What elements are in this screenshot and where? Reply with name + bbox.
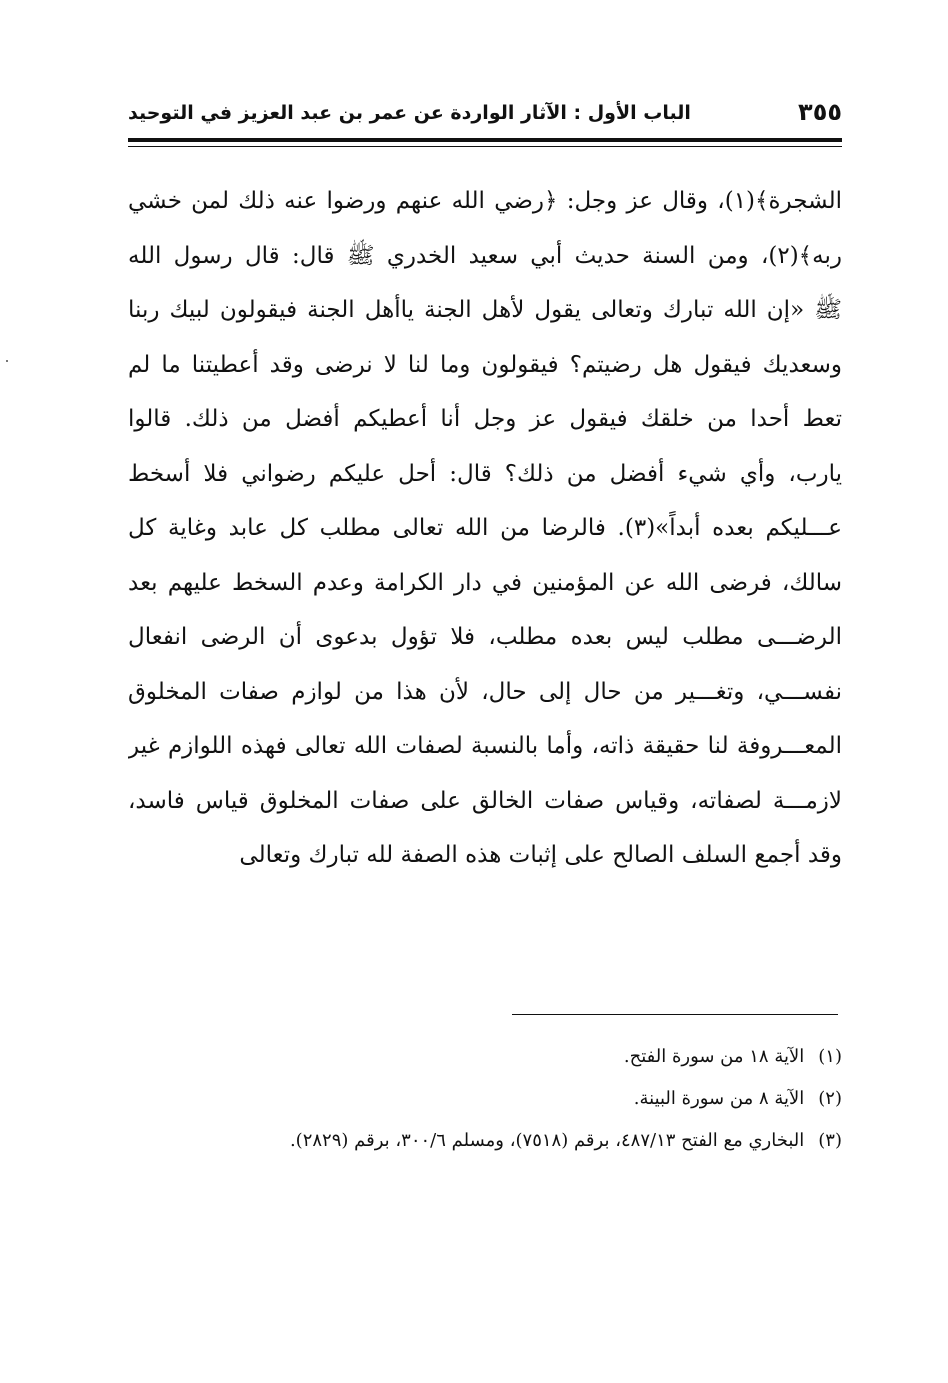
page-number: ٣٥٥ — [798, 98, 842, 126]
body-line: الشجرة﴾(١)، وقال عز وجل: ﴿رضي الله عنهم ورضوا عنه ذلك لمن خشي — [128, 188, 842, 214]
header-rule-thick — [128, 138, 842, 142]
body-line: ﷺ «إن الله تبارك وتعالى يقول لأهل الجنة ياأهل الجنة فيقولون لبيك ربنا — [128, 297, 842, 323]
body-line: ربه﴾(٢)، ومن السنة حديث أبي سعيد الخدري ﷺ قال: قال رسول الله — [128, 242, 842, 269]
footnote — [128, 1120, 842, 1162]
body-line: وسعديك فيقول هل رضيتم؟ فيقولون وما لنا لا نرضى وقد أعطيتنا ما لم — [128, 351, 842, 378]
footnote — [128, 1036, 842, 1078]
footnote-separator — [512, 1014, 838, 1015]
footnote-number: (٣) — [818, 1130, 842, 1151]
body-line: لازمـــة لصفاته، وقياس صفات الخالق على صفات المخلوق قياس فاسد، — [128, 787, 842, 814]
scan-speck — [6, 360, 8, 362]
body-line: عـــليكم بعده أبداً»(٣). فالرضا من الله تعالى مطلب كل عابد وغاية كل — [128, 515, 842, 541]
body-line: الرضـــى مطلب ليس بعده مطلب، فلا تؤول بدعوى أن الرضى انفعال — [128, 624, 842, 650]
footnote-number: (١) — [818, 1046, 842, 1067]
footnote-text: الآية ٨ من سورة البينة. — [633, 1088, 805, 1109]
body-line: وقد أجمع السلف الصالح على إثبات هذه الصفة لله تبارك وتعالى — [239, 842, 842, 868]
body-line: نفســـي، وتغـــير من حال إلى حال، لأن هذا من لوازم صفات المخلوق — [128, 678, 842, 705]
body-line: المعـــروفة لنا حقيقة ذاته، وأما بالنسبة لصفات الله تعالى فهذه اللوازم غير — [128, 733, 842, 759]
page-header — [128, 96, 842, 132]
header-rule-thin — [128, 146, 842, 147]
body-line: سالك، فرضى الله عن المؤمنين في دار الكرامة وعدم السخط عليهم بعد — [128, 569, 842, 596]
footnotes — [128, 1036, 842, 1162]
body-text — [128, 174, 842, 883]
body-line: تعط أحدا من خلقك فيقول عز وجل أنا أعطيكم أفضل من ذلك. قالوا — [128, 406, 842, 432]
footnote-number: (٢) — [818, 1088, 842, 1109]
footnote-text: البخاري مع الفتح ٤٨٧/١٣، برقم (٧٥١٨)، ومسلم ٣٠٠/٦، برقم (٢٨٢٩). — [289, 1130, 805, 1151]
footnote — [128, 1078, 842, 1120]
body-line: يارب، وأي شيء أفضل من ذلك؟ قال: أحل عليكم رضواني فلا أسخط — [128, 460, 842, 487]
running-title: الباب الأول : الآثار الواردة عن عمر بن عبد العزيز في التوحيد — [128, 102, 691, 124]
footnote-text: الآية ١٨ من سورة الفتح. — [623, 1046, 805, 1067]
